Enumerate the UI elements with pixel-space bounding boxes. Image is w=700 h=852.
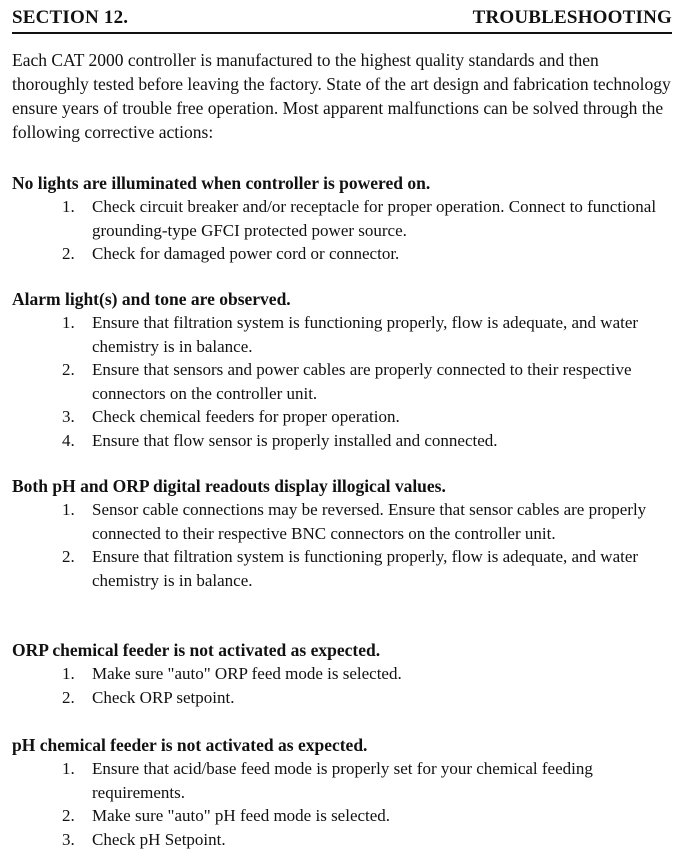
item-number: 4. xyxy=(62,430,75,450)
list-item xyxy=(12,545,676,592)
list-item xyxy=(12,804,676,828)
section-heading: No lights are illuminated when controller is powered on. xyxy=(12,173,431,193)
list-item xyxy=(12,242,676,266)
item-text: Ensure that filtration system is functioning properly, flow is adequate, and water chemistry is in balance. xyxy=(92,313,639,356)
item-number: 2. xyxy=(62,806,75,825)
item-text: Sensor cable connections may be reversed. Ensure that sensor cables are properly connected to their respective BNC connectors on the controller unit. xyxy=(92,500,647,543)
intro-paragraph: Each CAT 2000 controller is manufactured to the highest quality standards and then thoroughly tested before leaving the factory. State of the art design and fabrication technology ensure years of trouble free operation. Most apparent malfunctions can be solved through the following corrective actions: xyxy=(12,50,671,142)
item-text: Ensure that sensors and power cables are properly connected to their respective connectors on the controller unit. xyxy=(92,360,632,403)
corrective-actions-list xyxy=(12,757,676,851)
item-text: Make sure "auto" ORP feed mode is selected. xyxy=(92,664,402,683)
item-text: Check for damaged power cord or connector. xyxy=(92,244,400,263)
item-text: Ensure that acid/base feed mode is properly set for your chemical feeding requirements. xyxy=(92,759,593,802)
list-item xyxy=(12,429,676,453)
section-header xyxy=(12,5,672,34)
item-text: Check chemical feeders for proper operation. xyxy=(92,407,400,426)
list-item xyxy=(12,828,676,852)
section-heading: pH chemical feeder is not activated as expected. xyxy=(12,735,368,755)
corrective-actions-list xyxy=(12,195,676,266)
list-item xyxy=(12,662,676,686)
list-item xyxy=(12,498,676,545)
item-number: 1. xyxy=(62,313,75,332)
corrective-actions-list xyxy=(12,311,676,452)
item-number: 2. xyxy=(62,547,75,566)
troubleshoot-section-ph-feeder xyxy=(12,733,676,851)
troubleshoot-section-no-lights xyxy=(12,171,676,266)
section-heading: ORP chemical feeder is not activated as expected. xyxy=(12,640,381,660)
item-number: 2. xyxy=(62,244,75,263)
item-number: 1. xyxy=(62,664,75,683)
list-item xyxy=(12,311,676,358)
item-text: Check pH Setpoint. xyxy=(92,829,226,849)
item-text: Ensure that flow sensor is properly installed and connected. xyxy=(92,430,498,450)
list-item xyxy=(12,195,676,242)
item-number: 1. xyxy=(62,500,75,519)
item-number: 1. xyxy=(62,759,75,778)
item-number: 3. xyxy=(62,407,75,426)
section-number: SECTION 12. xyxy=(12,7,129,28)
item-number: 1. xyxy=(62,197,75,216)
section-heading: Both pH and ORP digital readouts display illogical values. xyxy=(12,476,446,496)
list-item xyxy=(12,686,676,710)
list-item xyxy=(12,757,676,804)
item-number: 2. xyxy=(62,360,75,379)
troubleshoot-section-orp-feeder xyxy=(12,638,676,709)
item-number: 2. xyxy=(62,687,75,707)
section-title: TROUBLESHOOTING xyxy=(472,7,672,28)
item-text: Check ORP setpoint. xyxy=(92,687,235,707)
troubleshoot-section-alarm xyxy=(12,287,676,452)
item-number: 3. xyxy=(62,829,75,849)
list-item xyxy=(12,358,676,405)
corrective-actions-list xyxy=(12,662,676,709)
section-heading: Alarm light(s) and tone are observed. xyxy=(12,289,291,309)
item-text: Check circuit breaker and/or receptacle for proper operation. Connect to functional grounding-type GFCI protected power source. xyxy=(92,197,657,240)
list-item xyxy=(12,405,676,429)
item-text: Ensure that filtration system is functioning properly, flow is adequate, and water chemistry is in balance. xyxy=(92,547,639,590)
troubleshoot-section-readouts xyxy=(12,474,676,592)
corrective-actions-list xyxy=(12,498,676,592)
item-text: Make sure "auto" pH feed mode is selected. xyxy=(92,806,391,825)
